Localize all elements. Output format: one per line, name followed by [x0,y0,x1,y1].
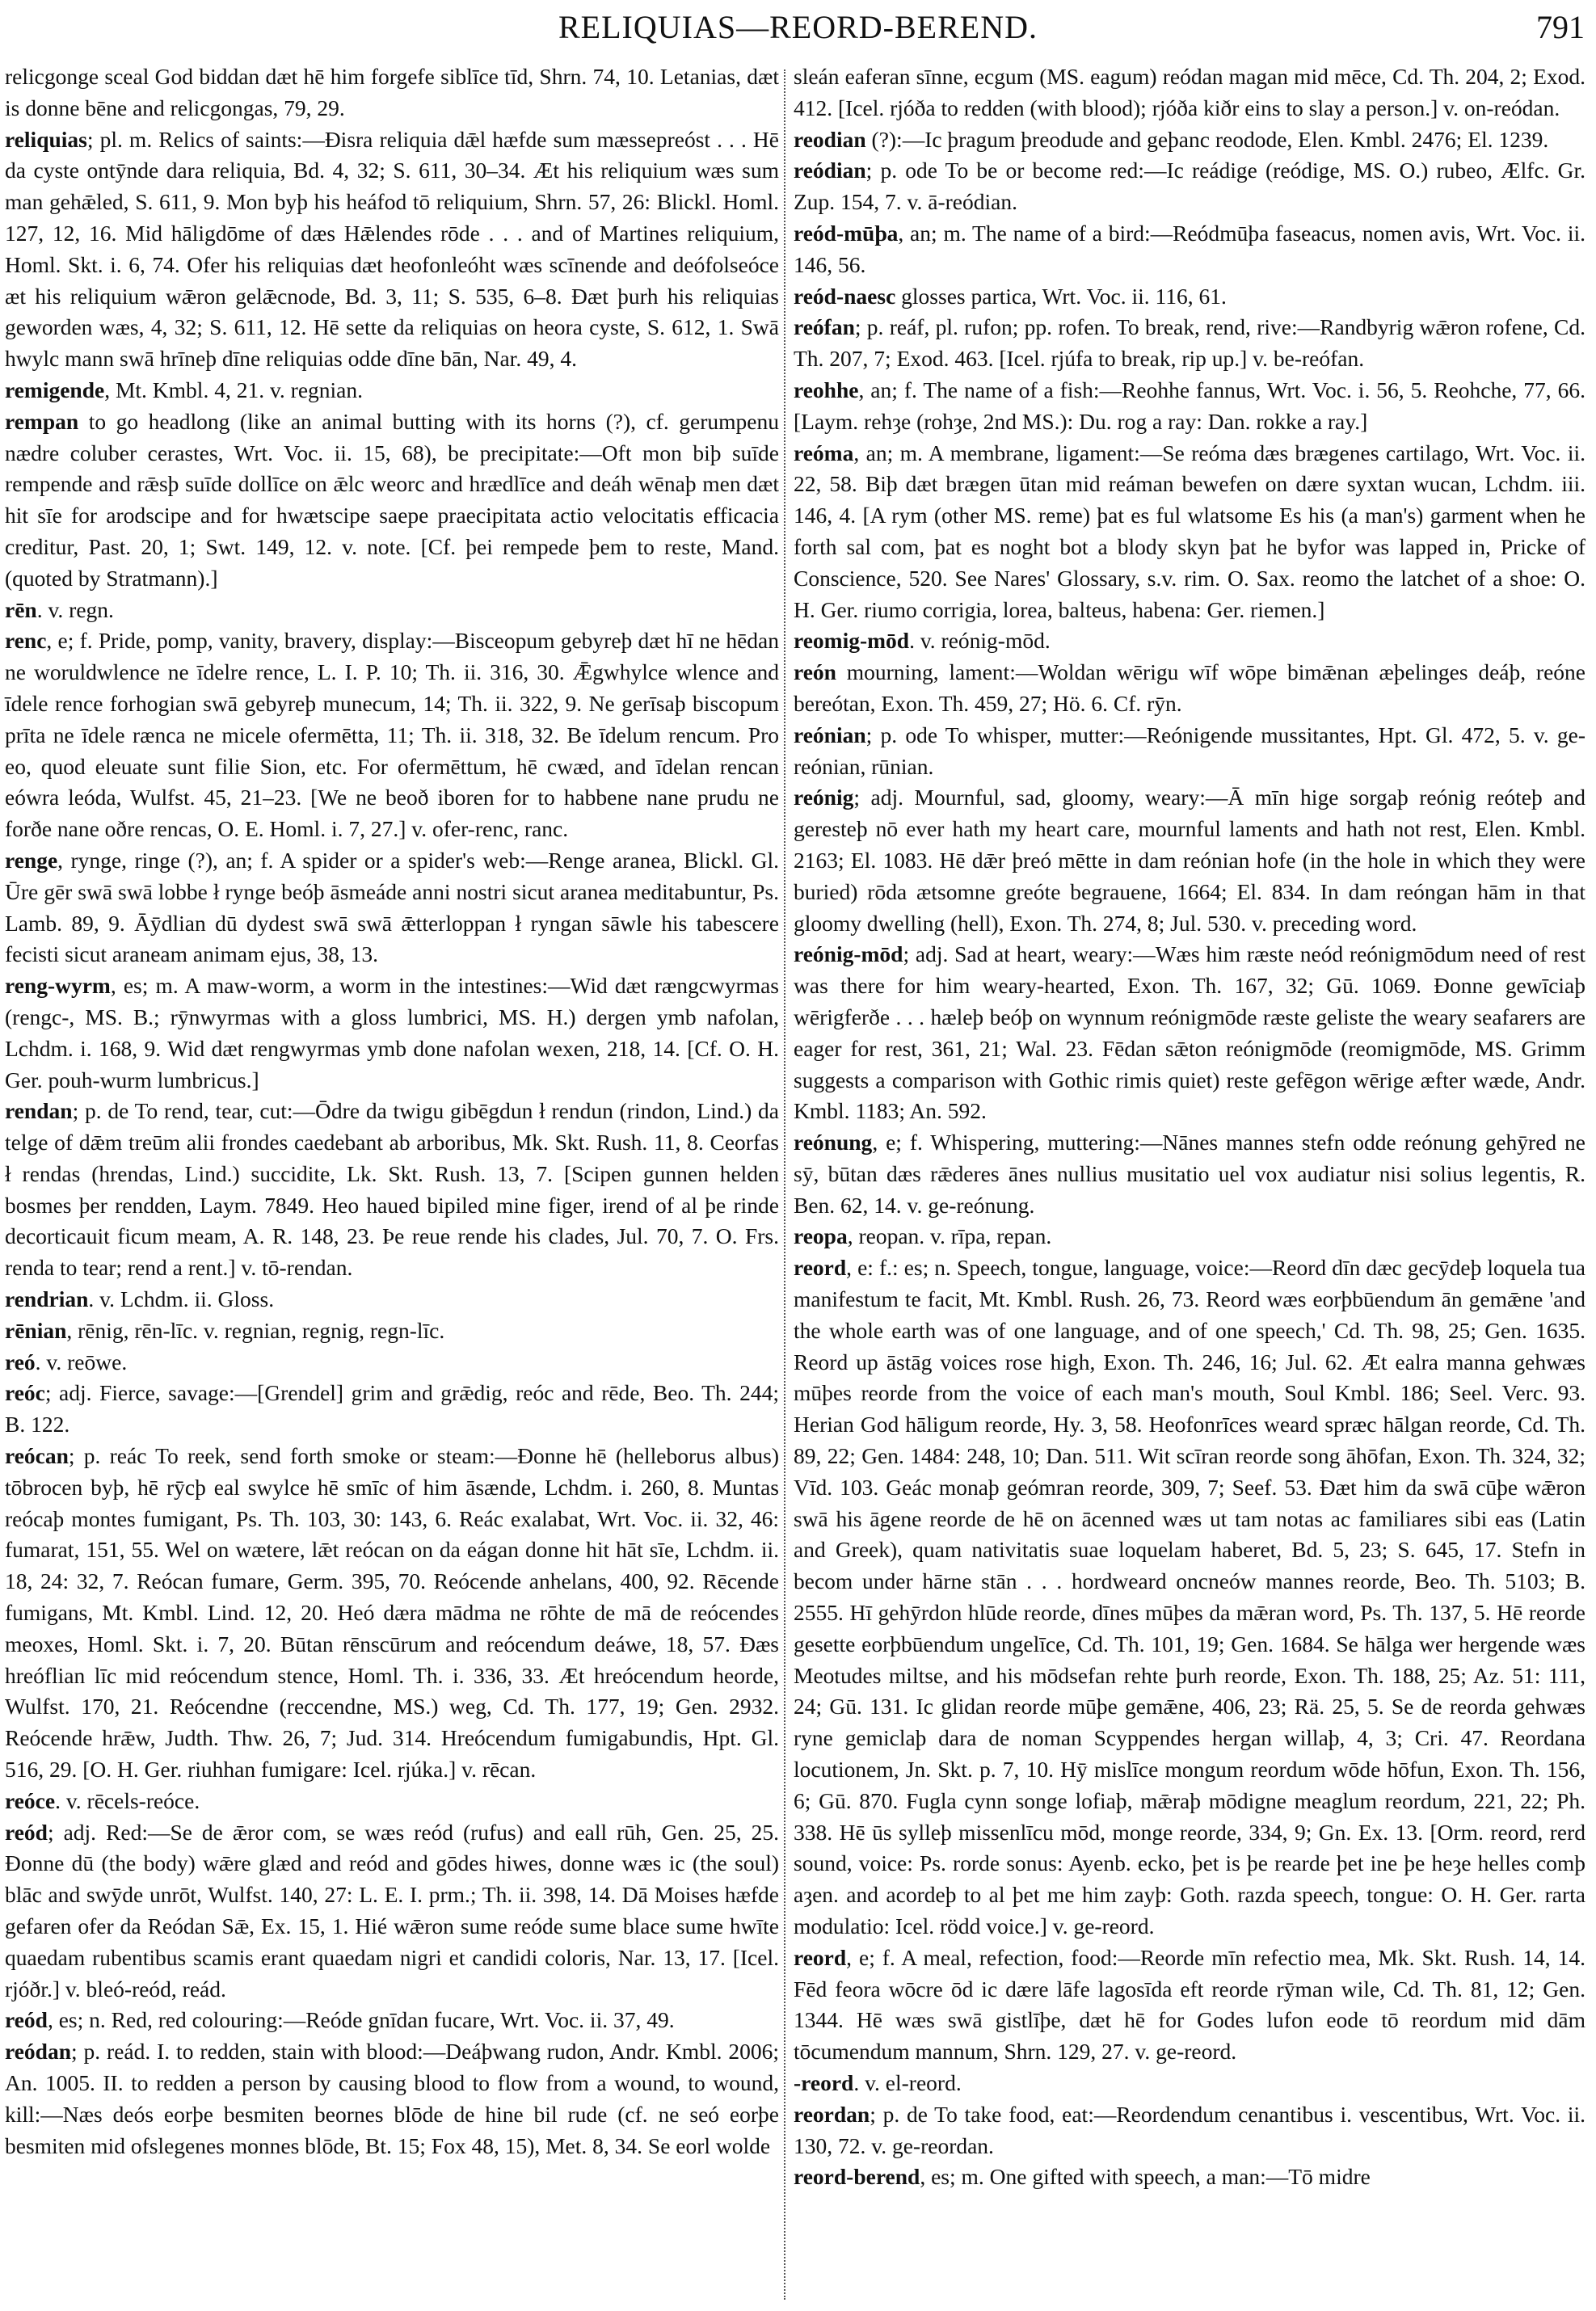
headword: rēn [5,596,37,622]
headword: reód [5,2007,48,2033]
headword: reónung [794,1130,873,1156]
dictionary-entry [794,1127,1585,1221]
dictionary-entry [5,2036,779,2162]
dictionary-entry [794,657,1585,720]
dictionary-entry [5,124,779,375]
headword: reódian [794,158,866,183]
dictionary-entry [794,375,1585,438]
headword: reóma [794,440,854,465]
dictionary-entry [5,2005,779,2036]
headword: -reord [794,2070,854,2095]
entry-body: . v. regn. [36,596,114,622]
headword: reód [5,1819,48,1845]
entry-body: glosses partica, Wrt. Voc. ii. 116, 61. [895,283,1227,309]
entry-body: ; adj. Red:—Se de ǣror com, se wæs reód (rufus) and eall rūh, Gen. 25, 25. Ðonne dū (the body) wǣre glæd and reód and gōdes hiwes, donne wæs ic (the soul) blāc and swȳde unrōt, Wulfst. 140, 27: L. E. I. prm.; Th. ii. 398, 14. Dā Moises hæfde gefaren ofer da Reódan Sǣ, Ex. 15, 1. Hié wǣron sume reóde sume blace sume hwīte quaedam rubentibus scamis erant quaedam nigri et candidi coloris, Nar. 13, 17. [Icel. rjóðr.] v. bleó-reód, reád. [5,1819,779,2002]
dictionary-entry [5,1096,779,1284]
headword: reodian [794,126,866,152]
headword: reónian [794,722,866,747]
dictionary-entry [5,375,779,406]
entry-body: , e; f. A meal, refection, food:—Reorde mīn refectio mea, Mk. Skt. Rush. 14, 14. Fēd feora wōcre ōd ic dære lāfe lagosīda eft reorde rȳman wile, Cd. Th. 81, 12; Gen. 1344. Hē wæs swā gistlīþe, dæt hē for Godes lufon eode tō reordum mid dām tōcumendum mannum, Shrn. 129, 27. v. ge-reord. [794,1944,1585,2065]
entry-body: . v. rēcels-reóce. [55,1787,200,1813]
headword: reócan [5,1443,69,1469]
entry-body: , rēnig, rēn-līc. v. regnian, regnig, regn-līc. [66,1317,445,1343]
dictionary-entry [794,155,1585,218]
headword: reord-berend [794,2164,920,2190]
headword: reopa [794,1223,848,1249]
headword: reófan [794,314,855,340]
entry-body: ; p. ode To whisper, mutter:—Reónigende mussitantes, Hpt. Gl. 472, 5. v. ge-reónian, rūnian. [794,722,1585,779]
dictionary-entry [5,1786,779,1817]
headword: rendrian [5,1286,89,1312]
entry-body: relicgonge sceal God biddan dæt hē him forgefe siblīce tīd, Shrn. 74, 10. Letanias, dæt is donne bēne and relicgongas, 79, 29. [5,64,779,120]
headword: remigende [5,377,105,402]
dictionary-entry [5,845,779,970]
headword: reord [794,1944,847,1970]
entry-body: , es; m. One gifted with speech, a man:—Tō midre [920,2164,1371,2190]
entry-body: . v. Lchdm. ii. Gloss. [88,1286,275,1312]
dictionary-entry [794,218,1585,281]
dictionary-entry [794,1252,1585,1943]
entry-body: ; p. reáf, pl. rufon; pp. rofen. To break, rend, rive:—Randbyrig wǣron rofene, Cd. Th. 207, 7; Exod. 463. [Icel. rjúfa to break, rip up.] v. be-reófan. [794,314,1585,372]
entry-body: . v. el-reord. [853,2070,962,2095]
headword: reord [794,1255,847,1281]
entry-body: ; p. reác To reek, send forth smoke or steam:—Ðonne hē (helleborus albus) tōbrocen byþ, hē rȳcþ eal swylce hē smīc of him āsænde, Lchdm. i. 260, 8. Muntas reócaþ montes fumigant, Ps. Th. 103, 30: 143, 6. Reác exalabat, Wrt. Voc. ii. 32, 46: fumarat, 151, 55. Wel on wætere, lǣt reócan on da eágan donne hit hāt sīe, Lchdm. ii. 18, 24: 32, 7. Reócan fumare, Germ. 395, 70. Reócende anhelans, 400, 92. Rēcende fumigans, Mt. Kmbl. Lind. 12, 20. Heó dæra mādma ne rōhte de mā de reócendes meoxes, Homl. Skt. i. 7, 20. Būtan rēnscūrum and reócendum deáwe, 18, 57. Ðæs hreóflian līc mid reócendum stence, Homl. Th. i. 336, 33. Æt hreócendum heorde, Wulfst. 170, 21. Reócendne (reccendne, MS.) weg, Cd. Th. 177, 19; Gen. 2932. Reócende hrǣw, Judth. Thw. 26, 7; Jud. 314. Hreócendum fumigabundis, Hpt. Gl. 516, 29. [O. H. Ger. riuhhan fumigare: Icel. rjúka.] v. rēcan. [5,1443,779,1783]
headword: reón [794,659,836,685]
dictionary-entry [794,124,1585,156]
entry-body: , Mt. Kmbl. 4, 21. v. regnian. [104,377,364,402]
entry-body: . v. reónig-mōd. [909,628,1051,654]
entry-body: , e; f. Whispering, muttering:—Nānes mannes stefn odde reónung gehȳred ne sȳ, būtan dæs rǣderes ānes nullius musitatio uel vox audiatur nisi solius legentis, R. Ben. 62, 14. v. ge-reónung. [794,1130,1585,1218]
dictionary-entry [794,61,1585,124]
entry-body: ; adj. Mournful, sad, gloomy, weary:—Ā mīn hige sorgaþ reónig reóteþ and geresteþ nō ever hath my heart care, mournful laments and hath not rest, Elen. Kmbl. 2163; El. 1083. Hē dǣr þreó mētte in dam reónian hofe (in the hole in which they were buried) rōda ætsomne greóte begrauene, 1664; El. 834. In dam reóngan hām in that gloomy dwelling (hell), Exon. Th. 274, 8; Jul. 530. v. preceding word. [794,785,1585,936]
headword: reng-wyrm [5,973,111,999]
entry-body: to go headlong (like an animal butting with its horns (?), cf. gerumpenu nædre coluber cerastes, Wrt. Voc. ii. 15, 68), be precipitate:—Oft mon biþ suīde rempende and rǣsþ suīde dollīce on ǣlc weorc and hrædlīce and deáh wēnaþ men dæt hit sīe for arodscipe and for hwætscipe saepe praecipitata actio velocitatis efficacia creditur, Past. 20, 1; Swt. 149, 12. v. note. [Cf. þei rempede þem to reste, Mand. (quoted by Stratmann).] [5,408,779,591]
entry-body: , an; f. The name of a fish:—Reohhe fannus, Wrt. Voc. i. 56, 5. Reohche, 77, 66. [Laym. rehȝe (rohȝe, 2nd MS.): Du. rog a ray: Dan. rokke a ray.] [794,377,1585,434]
column-divider [784,69,785,2300]
entry-body: ; adj. Fierce, savage:—[Grendel] grim and grǣdig, reóc and rēde, Beo. Th. 244; B. 122. [5,1380,779,1438]
dictionary-entry [5,1441,779,1786]
dictionary-entry [5,1347,779,1379]
headword: rempan [5,408,79,434]
entry-body: ; adj. Sad at heart, weary:—Wæs him ræste neód reónigmōdum need of rest was there for him weary-hearted, Exon. Th. 167, 32; Gū. 1069. Ðonne gewīciaþ wērigferðe . . . hæleþ beóþ on wynnum reónigmōde ræste geliste the weary seafarers are eager for rest, 361, 21; Wal. 23. Fēdan sǣton reónigmōde (reomigmōde, MS. Grimm suggests a comparison with Gothic rimis quiet) reste gefēgon wērige æfter wæde, Andr. Kmbl. 1183; An. 592. [794,941,1585,1124]
dictionary-entry [5,1315,779,1347]
dictionary-entry [794,2068,1585,2099]
right-column [794,61,1585,2193]
dictionary-entry [794,2162,1585,2193]
headword: reohhe [794,377,859,402]
headword: reód-mūþa [794,220,899,246]
dictionary-entry [794,312,1585,375]
dictionary-entry [794,782,1585,939]
entry-body: , es; m. A maw-worm, a worm in the intestines:—Wid dæt rængcwyrmas (rengc-, MS. B.; rȳnwyrmas with a gloss lumbrici, MS. H.) dergen ymb nafolan, Lchdm. i. 168, 9. Wid dæt rengwyrmas ymb done nafolan wexen, 218, 14. [Cf. O. H. Ger. pouh-wurm lumbricus.] [5,973,779,1092]
headword: reóce [5,1787,56,1813]
headword: reordan [794,2101,870,2127]
dictionary-entry [5,1817,779,2006]
page-number: 791 [1536,9,1585,45]
dictionary-entry [794,939,1585,1127]
entry-body: sleán eaferan sīnne, ecgum (MS. eagum) reódan magan mid mēce, Cd. Th. 204, 2; Exod. 412. [Icel. rjóða to redden (with blood); rjóða kiðr eins to slay a person.] v. on-reódan. [794,64,1585,120]
dictionary-entry [5,1284,779,1315]
headword: reliquias [5,126,87,152]
dictionary-entry [5,1378,779,1441]
entry-body: , reopan. v. rīpa, repan. [847,1223,1052,1249]
dictionary-entry [5,406,779,595]
page-header [0,8,1596,57]
dictionary-entry [794,281,1585,313]
headword: renge [5,847,58,873]
entry-body: ; p. reád. I. to redden, stain with blood:—Deáþwang rudon, Andr. Kmbl. 2006; An. 1005. II. to redden a person by causing blood to flow from a wound, to wound, kill:—Næs deós eorþe besmiten beornes blōde de hine bil rude (cf. ne seó eorþe besmiten mid ofslegenes monnes blōde, Bt. 15; Fox 48, 15), Met. 8, 34. Se eorl wolde [5,2039,779,2158]
running-title: RELIQUIAS—REORD-BEREND. [558,9,1038,45]
headword: rēnian [5,1317,67,1343]
entry-body: , e: f.: es; n. Speech, tongue, language, voice:—Reord dīn dæc gecȳdeþ loquela tua manifestum te facit, Mt. Kmbl. Rush. 26, 73. Reord wæs eorþbūendum ān gemǣne 'and the whole earth was of one language, and of one speech,' Cd. Th. 98, 25; Gen. 1635. Reord up āstāg voices rose high, Exon. Th. 246, 16; Jul. 62. Æt ealra manna gehwæs mūþes reorde from the voice of each man's mouth, Soul Kmbl. 186; Seel. Verc. 93. Herian God hāligum reorde, Hy. 3, 58. Heofonrīces weard spræc hālgan reorde, Cd. Th. 89, 22; Gen. 1484: 248, 10; Dan. 511. Wit scīran reorde song āhōfan, Exon. Th. 324, 32; Vīd. 103. Geác monaþ geómran reorde, 309, 7; Seef. 53. Ðæt him da swā cūþe wǣron swā his āgene reorde de hē on ācenned wæs ut tam notas ac familiares sibi eas (Latin and Greek), quam nativitatis suae loquelam haberet, Bd. 5, 23; S. 645, 17. Stefn in becom under hārne stān . . . hordweard oncneów mannes reorde, Beo. Th. 5103; B. 2555. Hī gehȳrdon hlūde reorde, dīnes mūþes da mǣran word, Ps. Th. 137, 5. Hē reorde gesette eorþbūendum ungelīce, Cd. Th. 101, 19; Gen. 1684. Se hālga wer hergende wæs Meotudes miltse, and his mōdsefan rehte þurh reorde, Exon. Th. 188, 25; Az. 51: 111, 24; Gū. 131. Ic glidan reorde mūþe gemǣne, 406, 23; Rä. 25, 5. Se de reorda gehwæs ryne gemiclaþ dara de noman Scyppendes hergan willaþ, 4, 3; Cri. 47. Reordana locutionem, Jn. Skt. p. 7, 10. Hȳ mislīce mongum reordum wōde hōfun, Exon. Th. 156, 6; Gū. 870. Fugla cynn songe lofiaþ, mǣraþ mōdigne meaglum reordum, 221, 22; Ph. 338. Hē ūs sylleþ missenlīcu mōd, monge reorde, 334, 9; Gn. Ex. 13. [Orm. reord, rerd sound, voice: Ps. rorde sonus: Ayenb. ecko, þet is þe rearde þet ine þe heȝe helles comþ aȝen. and acordeþ to al þet me him zayþ: Goth. razda speech, tongue: O. H. Ger. rarta modulatio: Icel. rödd voice.] v. ge-reord. [794,1255,1585,1939]
dictionary-entry [794,720,1585,783]
left-column [5,61,779,2162]
headword: reónig-mōd [794,941,903,967]
headword: renc [5,628,47,654]
headword: reód-naesc [794,283,896,309]
dictionary-entry [5,625,779,845]
entry-body: mourning, lament:—Woldan wērigu wīf wōpe bimǣnan æþelinges deáþ, reóne bereótan, Exon. Th. 459, 27; Hö. 6. Cf. rȳn. [794,659,1585,716]
entry-body: (?):—Ic þragum þreodude and geþanc reodode, Elen. Kmbl. 2476; El. 1239. [865,126,1549,152]
entry-body: , e; f. Pride, pomp, vanity, bravery, display:—Bisceopum gebyreþ dæt hī ne hēdan ne woruldwlence ne īdelre rence, L. I. P. 10; Th. ii. 316, 30. Ǣgwhylce wlence and īdele rence forhogian swā gebyreþ munecum, 14; Th. ii. 322, 9. Ne gerīsaþ biscopum prīta ne īdele rænca ne micele ofermētta, 11; Th. ii. 318, 32. Be īdelum rencum. Pro eo, quod eleuate sunt filie Sion, etc. For ofermēttum, hē cwæd, and īdelan rencan eówra leóda, Wulfst. 45, 21–23. [We ne beoð iboren for to habbene nane prudu ne forðe nane oðre rencas, O. E. Homl. i. 7, 27.] v. ofer-renc, ranc. [5,628,779,842]
dictionary-entry [794,1221,1585,1252]
headword: reomig-mōd [794,628,910,654]
dictionary-entry [794,2099,1585,2162]
entry-body: ; p. de To rend, tear, cut:—Ōdre da twigu gibēgdun ł rendun (rindon, Lind.) da telge of dǣm treūm alii frondes caedebant ab arboribus, Mk. Skt. Rush. 11, 8. Ceorfas ł rendas (hrendas, Lind.) succidite, Lk. Skt. Rush. 13, 7. [Scipen gunnen helden bosmes þer rendden, Laym. 7849. Heo haued bipiled mine figer, irend of al þe rinde decorticauit ficum meam, A. R. 148, 23. Þe reue rende his clades, Jul. 70, 7. O. Frs. renda to tear; rend a rent.] v. tō-rendan. [5,1098,779,1281]
dictionary-entry [5,970,779,1096]
dictionary-entry [794,625,1585,657]
entry-body: . v. reōwe. [35,1349,128,1374]
entry-body: , rynge, ringe (?), an; f. A spider or a spider's web:—Renge aranea, Blickl. Gl. Ūre gēr swā swā lobbe ł rynge beóþ āsmeáde anni nostri sicut aranea meditabuntur, Ps. Lamb. 89, 9. Āȳdlian dū dydest swā swā ǣtterloppan ł ryngan sāwle his tabescere fecisti sicut araneam animam ejus, 38, 13. [5,847,779,967]
headword: reóc [5,1380,45,1406]
dictionary-entry [794,1943,1585,2068]
entry-body: , es; n. Red, red colouring:—Reóde gnīdan fucare, Wrt. Voc. ii. 37, 49. [47,2007,675,2033]
entry-body: ; p. ode To be or become red:—Ic reádige (reódige, MS. O.) rubeo, Ælfc. Gr. Zup. 154, 7. v. ā-reódian. [794,158,1585,215]
dictionary-entry [794,438,1585,626]
headword: reódan [5,2039,72,2065]
headword: rendan [5,1098,73,1124]
entry-body: , an; m. The name of a bird:—Reódmūþa faseacus, nomen avis, Wrt. Voc. ii. 146, 56. [794,220,1585,277]
entry-body: ; p. de To take food, eat:—Reordendum cenantibus i. vescentibus, Wrt. Voc. ii. 130, 72. v. ge-reordan. [794,2101,1585,2158]
dictionary-entry [5,61,779,124]
headword: reó [5,1349,36,1374]
entry-body: , an; m. A membrane, ligament:—Se reóma dæs brægenes cartilago, Wrt. Voc. ii. 22, 58. Biþ dæt brægen ūtan mid reáman bewefen on dære syxtan wucan, Lchdm. iii. 146, 4. [A rym (other MS. reme) þat es ful wlatsome Es his (a man's) garment when he forth sal com, þat es noght bot a blody skyn þat he byfor was lapped in, Pricke of Conscience, 520. See Nares' Glossary, s.v. rim. O. Sax. reomo the latchet of a shoe: O. H. Ger. riumo corrigia, lorea, balteus, habena: Ger. riemen.] [794,440,1585,622]
dictionary-entry [5,595,779,626]
entry-body: ; pl. m. Relics of saints:—Ðisra reliquia dǣl hæfde sum mæssepreóst . . . Hē da cyste ontȳnde dara reliquia, Bd. 4, 32; S. 611, 30–34. Æt his reliquium wæs sum man gehǣled, S. 611, 9. Mon byþ his heáfod tō reliquium, Shrn. 57, 26: Blickl. Homl. 127, 12, 16. Mid hāligdōme of dæs Hǣlendes rōde . . . and of Martines reliquium, Homl. Skt. i. 6, 74. Ofer his reliquias dæt heofonleóht wæs scīnende and deófolseóce æt his reliquium wǣron gelǣcnode, Bd. 3, 11; S. 535, 6–8. Ðæt þurh his reliquias geworden wæs, 4, 32; S. 611, 12. Hē sette da reliquias on heora cyste, S. 612, 1. Swā hwylc mann swā hrīneþ dīne reliquias odde dīne bān, Nar. 49, 4. [5,126,779,372]
headword: reónig [794,785,854,810]
